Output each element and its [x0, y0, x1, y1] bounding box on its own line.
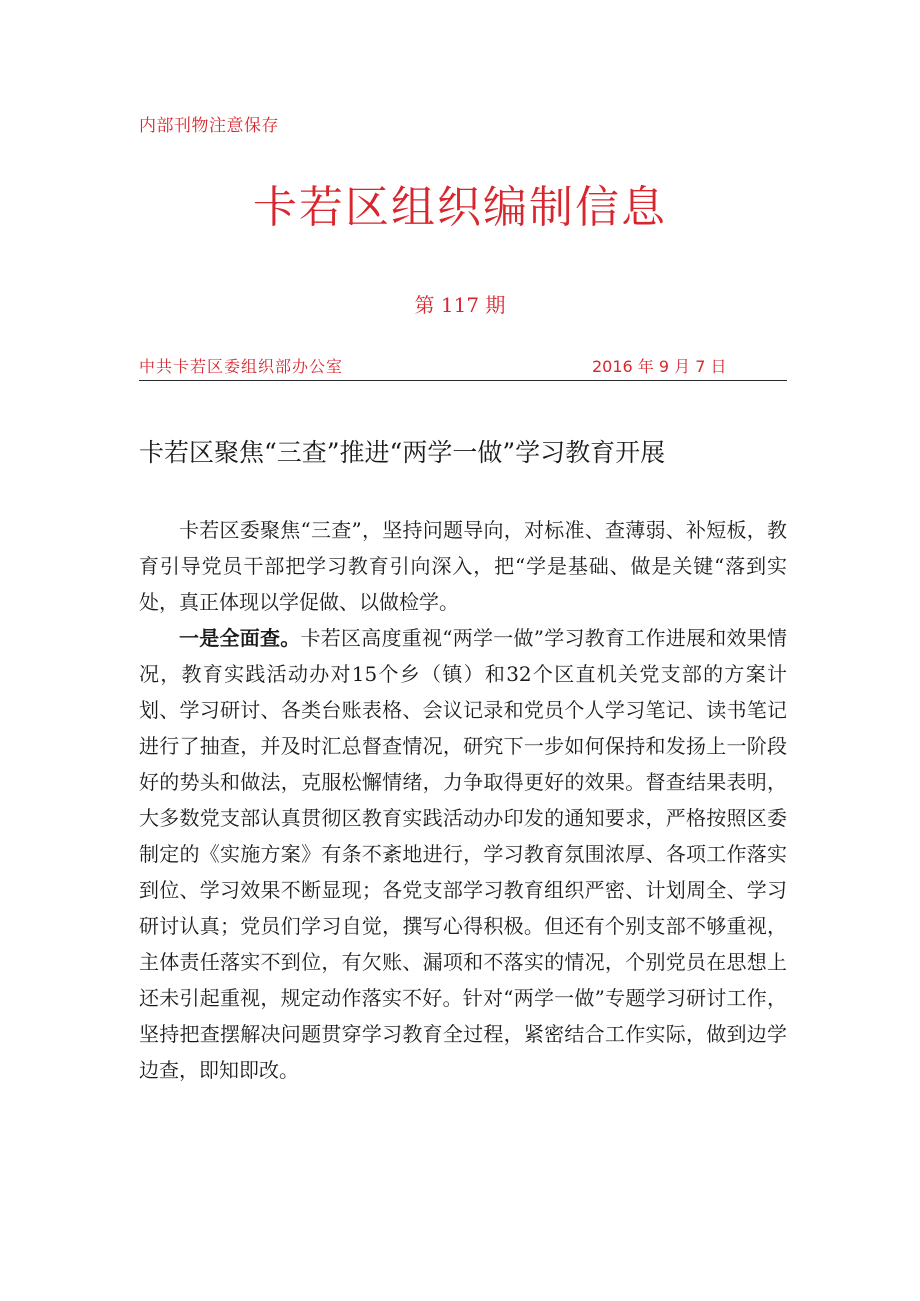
header-divider [139, 380, 787, 381]
article-title: 卡若区聚焦“三查”推进“两学一做”学习教育开展 [139, 438, 666, 467]
paragraph-text: 卡若区委聚焦“三查”，坚持问题导向，对标准、查薄弱、补短板，教育引导党员干部把学习教育引向深入，把“学是基础、做是关键“落到实处，真正体现以学促做、以做检学。 [139, 518, 787, 614]
issue-number: 第 117 期 [414, 293, 506, 317]
article-body [139, 512, 787, 1088]
issue-date: 2016 年 9 月 7 日 [592, 357, 727, 376]
paragraph [139, 512, 787, 620]
internal-notice: 内部刊物注意保存 [139, 116, 279, 136]
paragraph [139, 620, 787, 1088]
paragraph-lead: 一是全面查。 [179, 626, 301, 650]
issuer: 中共卡若区委组织部办公室 [139, 357, 344, 376]
paragraph-text: 卡若区高度重视“两学一做”学习教育工作进展和效果情况，教育实践活动办对15个乡（镇）和32个区直机关党支部的方案计划、学习研讨、各类台账表格、会议记录和党员个人学习笔记、读书笔记进行了抽查，并及时汇总督查情况，研究下一步如何保持和发扬上一阶段好的势头和做法，克服松懈情绪，力争取得更好的效果。督查结果表明，大多数党支部认真贯彻区教育实践活动办印发的通知要求，严格按照区委制定的《实施方案》有条不紊地进行，学习教育氛围浓厚、各项工作落实到位、学习效果不断显现；各党支部学习教育组织严密、计划周全、学习研讨认真；党员们学习自觉，撰写心得积极。但还有个别支部不够重视，主体责任落实不到位，有欠账、漏项和不落实的情况，个别党员在思想上还未引起重视，规定动作落实不好。针对“两学一做”专题学习研讨工作，坚持把查摆解决问题贯穿学习教育全过程，紧密结合工作实际，做到边学边查，即知即改。 [139, 626, 788, 1082]
masthead-title: 卡若区组织编制信息 [253, 182, 667, 233]
